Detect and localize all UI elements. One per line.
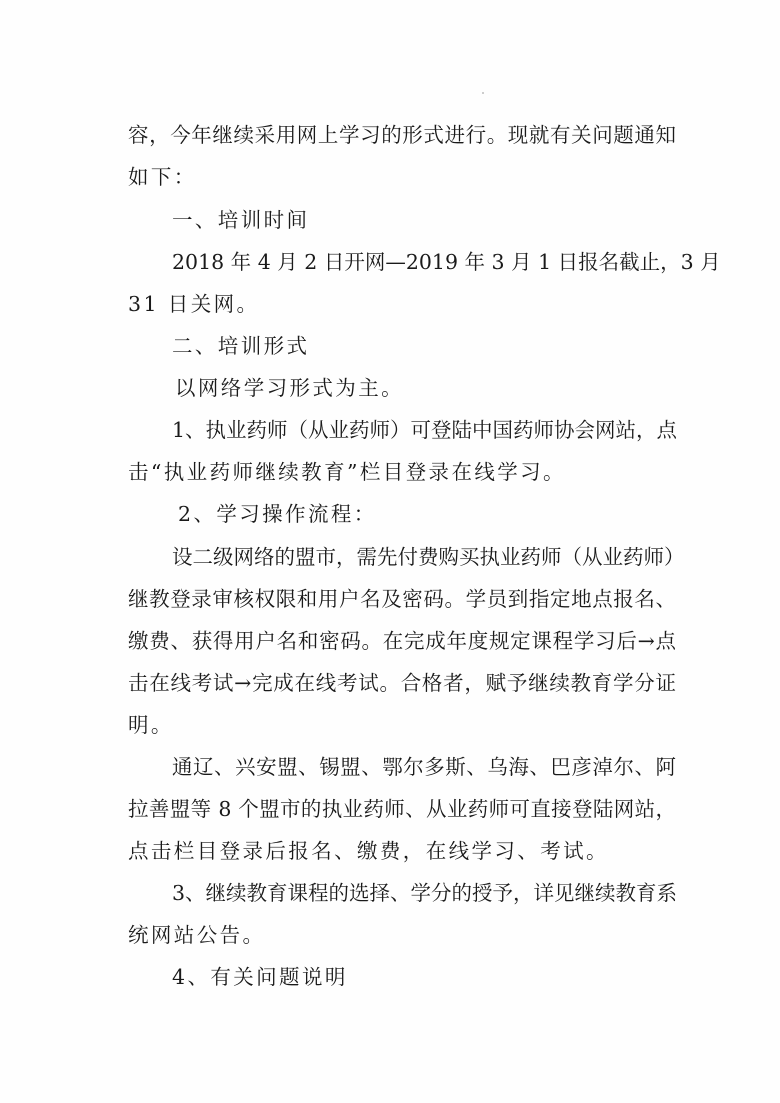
paragraph-line: 点击栏目登录后报名、缴费，在线学习、考试。 (128, 839, 609, 863)
paragraph-line: 通辽、兴安盟、锡盟、鄂尔多斯、乌海、巴彦淖尔、阿 (172, 755, 676, 779)
paragraph-line: 统网站公告。 (128, 923, 266, 947)
paragraph-line: 明。 (128, 713, 174, 737)
paragraph-line: 容，今年继续采用网上学习的形式进行。现就有关问题通知 (128, 123, 676, 147)
paragraph-line: 击在线考试→完成在线考试。合格者，赋予继续教育学分证 (128, 671, 676, 695)
paragraph-line: 拉善盟等 8 个盟市的执业药师、从业药师可直接登陆网站， (128, 797, 676, 821)
section-heading: 二、培训形式 (172, 334, 310, 358)
paragraph-line: 击“执业药师继续教育”栏目登录在线学习。 (128, 460, 566, 484)
paragraph-line: 1、执业药师（从业药师）可登陆中国药师协会网站，点 (172, 418, 678, 442)
paragraph-line: 2018 年 4 月 2 日开网—2019 年 3 月 1 日报名截止，3 月 (172, 250, 721, 274)
paragraph-line: 3、继续教育课程的选择、学分的授予，详见继续教育系 (172, 881, 678, 905)
subsection-heading: 2、学习操作流程： (178, 502, 377, 526)
subsection-heading: 4、有关问题说明 (172, 965, 348, 989)
scan-speck (482, 92, 484, 94)
section-heading: 一、培训时间 (172, 208, 310, 232)
paragraph-line: 如下： (128, 165, 197, 189)
paragraph-line: 以网络学习形式为主。 (175, 376, 404, 400)
paragraph-line: 继教登录审核权限和用户名及密码。学员到指定地点报名、 (128, 587, 676, 611)
paragraph-line: 设二级网络的盟市，需先付费购买执业药师（从业药师） (172, 545, 685, 569)
paragraph-line: 缴费、获得用户名和密码。在完成年度规定课程学习后→点 (128, 629, 676, 653)
paragraph-line: 31 日关网。 (128, 292, 260, 316)
